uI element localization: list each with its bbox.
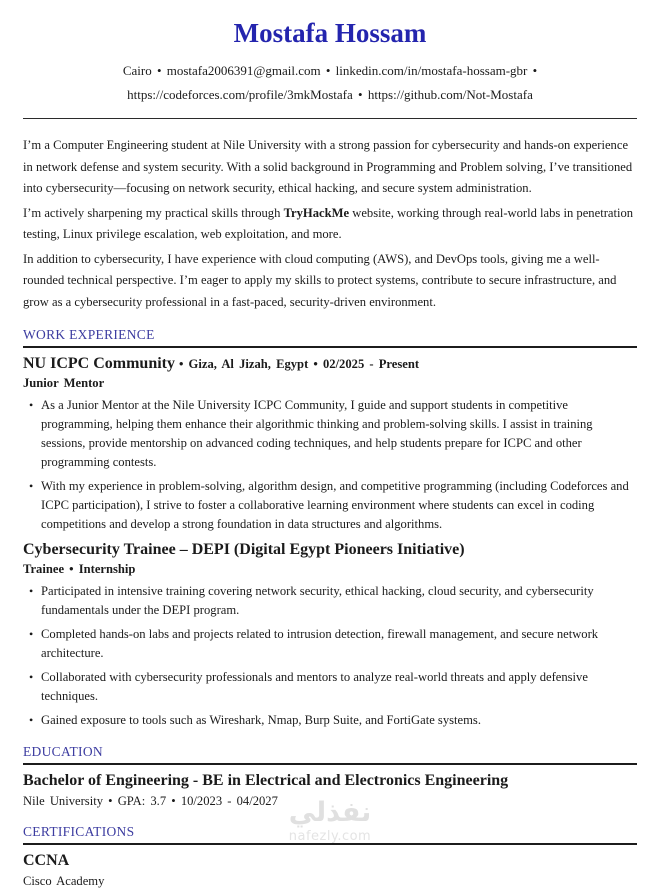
work-section-divider xyxy=(23,346,637,348)
work-experience-section xyxy=(23,327,637,730)
watermark-arabic-text: نفذلي xyxy=(288,797,372,828)
job-entry-depi xyxy=(23,540,637,730)
summary-paragraph-2-prefix: I’m actively sharpening my practical skills through xyxy=(23,205,284,220)
bullet-item: • Gained exposure to tools such as Wireshark, Nmap, Burp Suite, and FortiGate systems. xyxy=(23,711,637,730)
certifications-section-divider xyxy=(23,843,637,845)
resume-header xyxy=(23,18,637,119)
summary-paragraph-2 xyxy=(23,203,637,246)
certification-issuer: Cisco Academy xyxy=(23,874,105,888)
bullet-item: • Collaborated with cybersecurity professionals and mentors to analyze real-world threats and apply defensive techniques. xyxy=(23,668,637,706)
job-title-line xyxy=(23,354,637,374)
watermark-domain-text: nafezly.com xyxy=(288,829,372,844)
certifications-section xyxy=(23,824,637,890)
tryhackme-bold-text: TryHackMe xyxy=(283,205,350,220)
job-role: Junior Mentor xyxy=(23,376,105,390)
bullet-item: • As a Junior Mentor at the Nile University ICPC Community, I guide and support students in competitive programming, helping them enhance their algorithmic thinking and problem-solving skills. I assist in training sessions, provide mentorship on advanced coding techniques, and help students prepare for ICPC and other programming contests. xyxy=(23,396,637,472)
education-meta: Nile University • GPA: 3.7 • 10/2023 - 04/2027 xyxy=(23,794,278,808)
summary-section xyxy=(23,135,637,313)
job-location-dates: • Giza, Al Jizah, Egypt • 02/2025 - Present xyxy=(179,357,420,371)
education-section-divider xyxy=(23,763,637,765)
job-bullet-list xyxy=(23,582,637,730)
education-section xyxy=(23,744,637,810)
summary-paragraph-3: In addition to cybersecurity, I have experience with cloud computing (AWS), and DevOps tools, giving me a well-rounded technical perspective. I’m eager to apply my skills to protect systems, contribute to secure infrastructure, and grow as a cybersecurity professional in a fast-paced, security-driven environment. xyxy=(23,251,617,309)
company-name: Cybersecurity Trainee – DEPI (Digital Egypt Pioneers Initiative) xyxy=(23,541,465,558)
job-role: Trainee • Internship xyxy=(23,562,136,576)
summary-paragraph-1: I’m a Computer Engineering student at Nile University with a strong passion for cybersecurity and hands-on experience in network defense and system security. With a solid background in Programming and Problem solving, I’ve transitioned into cybersecurity—focusing on network security, ethical hacking, and secure system administration. xyxy=(23,138,633,195)
summary-paragraph-2-suffix: website, working through real-world labs in penetration testing, Linux privilege escalation, web exploitation, and more. xyxy=(23,205,634,241)
job-bullet-list xyxy=(23,396,637,534)
job-entry-nu-icpc xyxy=(23,354,637,534)
section-title-certifications: CERTIFICATIONS xyxy=(23,824,135,839)
certification-name: CCNA xyxy=(23,852,70,869)
section-title-work-experience: WORK EXPERIENCE xyxy=(23,327,155,342)
company-name: NU ICPC Community xyxy=(23,355,175,372)
contact-line-1: Cairo • mostafa2006391@gmail.com • linkedin.com/in/mostafa-hossam-gbr • xyxy=(122,63,538,78)
page-title: Mostafa Hossam xyxy=(233,18,427,48)
job-title-line xyxy=(23,540,637,560)
bullet-item: • With my experience in problem-solving, algorithm design, and competitive programming (including Codeforces and ICPC participation), I strive to foster a collaborative learning environment where students can excel in coding competitions and develop a strong foundation in data structures and algorithms. xyxy=(23,477,637,534)
degree-title: Bachelor of Engineering - BE in Electrical and Electronics Engineering xyxy=(23,772,509,789)
bullet-item: • Completed hands-on labs and projects related to intrusion detection, firewall management, and secure network architecture. xyxy=(23,625,637,663)
header-divider xyxy=(23,118,637,119)
contact-line-2: https://codeforces.com/profile/3mkMostafa • https://github.com/Not-Mostafa xyxy=(127,87,533,102)
section-title-education: EDUCATION xyxy=(23,744,103,759)
bullet-item: • Participated in intensive training covering network security, ethical hacking, cloud security, and cybersecurity fundamentals under the DEPI program. xyxy=(23,582,637,620)
